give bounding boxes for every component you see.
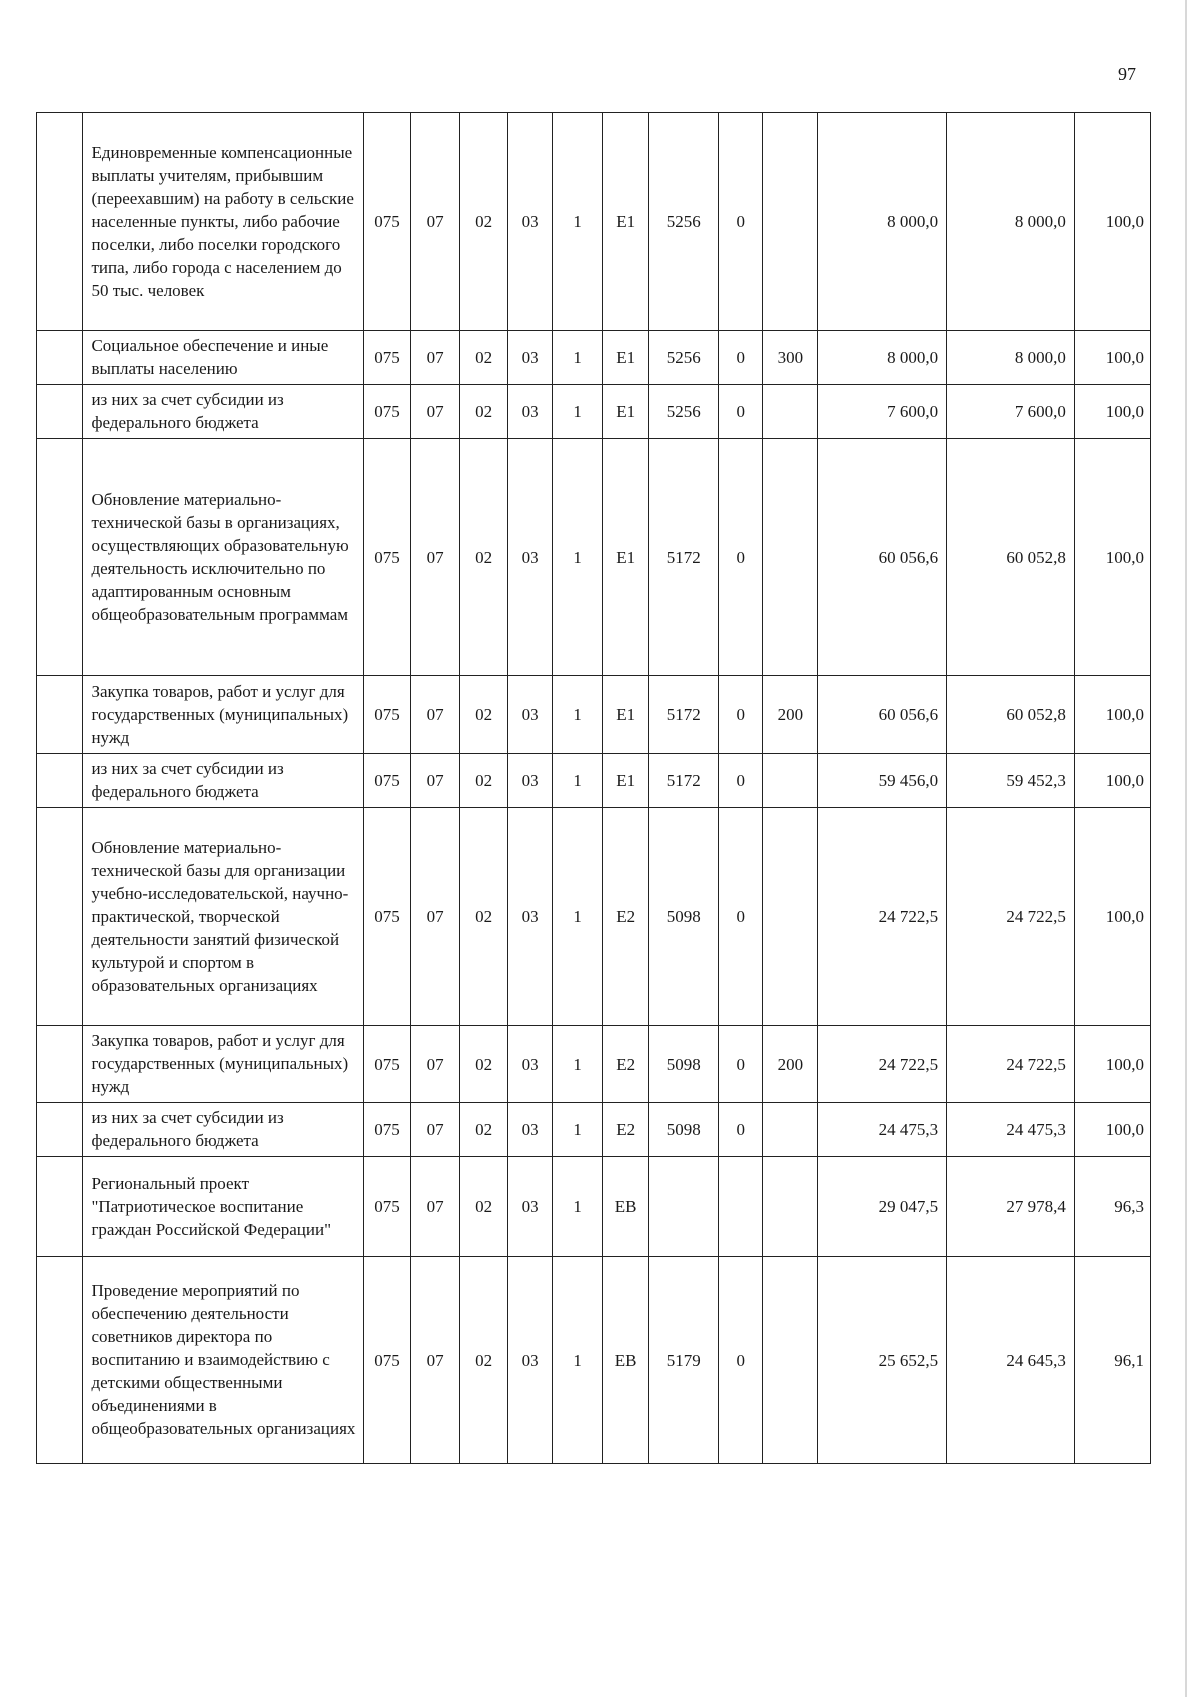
table-row: [37, 331, 1151, 385]
code-program-cell: 03: [507, 331, 552, 385]
code-extra-cell: 0: [719, 113, 763, 331]
execution-percent-cell: 96,3: [1074, 1157, 1150, 1257]
code-ministry-cell: 075: [364, 1257, 410, 1464]
code-expense-type-cell: [763, 754, 818, 808]
code-section-cell: 07: [410, 676, 460, 754]
code-project-cell: E2: [602, 1103, 648, 1157]
code-project-cell: E1: [602, 676, 648, 754]
item-name-cell: Закупка товаров, работ и услуг для государственных (муниципальных) нужд: [83, 1026, 364, 1103]
code-expense-type-cell: [763, 113, 818, 331]
code-section-cell: 07: [410, 439, 460, 676]
code-ministry-cell: 075: [364, 331, 410, 385]
execution-percent-cell: 100,0: [1074, 808, 1150, 1026]
code-direction-cell: 5256: [649, 113, 719, 331]
code-extra-cell: 0: [719, 385, 763, 439]
row-number-cell: [37, 754, 83, 808]
code-project-cell: E1: [602, 113, 648, 331]
code-ministry-cell: 075: [364, 113, 410, 331]
execution-percent-cell: 100,0: [1074, 331, 1150, 385]
item-name-cell: Проведение мероприятий по обеспечению деятельности советников директора по воспитанию и взаимодействию с детскими общественными объединениями в общеобразовательных организациях: [83, 1257, 364, 1464]
actual-amount-cell: 24 645,3: [947, 1257, 1075, 1464]
code-subsection-cell: 02: [460, 1026, 508, 1103]
code-subprogram-cell: 1: [553, 1257, 603, 1464]
scan-edge-line: [1185, 0, 1187, 1697]
code-section-cell: 07: [410, 331, 460, 385]
code-subsection-cell: 02: [460, 331, 508, 385]
planned-amount-cell: 24 722,5: [818, 808, 947, 1026]
code-ministry-cell: 075: [364, 1103, 410, 1157]
code-ministry-cell: 075: [364, 1157, 410, 1257]
actual-amount-cell: 60 052,8: [947, 676, 1075, 754]
code-project-cell: E2: [602, 1026, 648, 1103]
code-program-cell: 03: [507, 808, 552, 1026]
code-subsection-cell: 02: [460, 1103, 508, 1157]
code-program-cell: 03: [507, 113, 552, 331]
execution-percent-cell: 100,0: [1074, 439, 1150, 676]
row-number-cell: [37, 808, 83, 1026]
code-subprogram-cell: 1: [553, 385, 603, 439]
code-direction-cell: 5172: [649, 439, 719, 676]
code-subsection-cell: 02: [460, 1257, 508, 1464]
row-number-cell: [37, 331, 83, 385]
planned-amount-cell: 29 047,5: [818, 1157, 947, 1257]
planned-amount-cell: 7 600,0: [818, 385, 947, 439]
row-number-cell: [37, 1257, 83, 1464]
execution-percent-cell: 100,0: [1074, 1103, 1150, 1157]
item-name-cell: из них за счет субсидии из федерального бюджета: [83, 385, 364, 439]
table-body: [37, 113, 1151, 1464]
code-project-cell: E1: [602, 331, 648, 385]
code-extra-cell: 0: [719, 754, 763, 808]
row-number-cell: [37, 676, 83, 754]
planned-amount-cell: 25 652,5: [818, 1257, 947, 1464]
code-subprogram-cell: 1: [553, 676, 603, 754]
code-expense-type-cell: [763, 1157, 818, 1257]
code-extra-cell: 0: [719, 1103, 763, 1157]
code-program-cell: 03: [507, 439, 552, 676]
code-subsection-cell: 02: [460, 676, 508, 754]
actual-amount-cell: 24 722,5: [947, 1026, 1075, 1103]
code-direction-cell: 5256: [649, 385, 719, 439]
code-direction-cell: 5256: [649, 331, 719, 385]
code-ministry-cell: 075: [364, 754, 410, 808]
code-program-cell: 03: [507, 754, 552, 808]
table-row: [37, 385, 1151, 439]
code-ministry-cell: 075: [364, 439, 410, 676]
item-name-cell: Региональный проект "Патриотическое воспитание граждан Российской Федерации": [83, 1157, 364, 1257]
row-number-cell: [37, 1026, 83, 1103]
actual-amount-cell: 60 052,8: [947, 439, 1075, 676]
planned-amount-cell: 24 722,5: [818, 1026, 947, 1103]
code-program-cell: 03: [507, 676, 552, 754]
item-name-cell: из них за счет субсидии из федерального бюджета: [83, 1103, 364, 1157]
code-expense-type-cell: 300: [763, 331, 818, 385]
code-subprogram-cell: 1: [553, 1157, 603, 1257]
execution-percent-cell: 100,0: [1074, 676, 1150, 754]
code-expense-type-cell: [763, 385, 818, 439]
code-extra-cell: 0: [719, 1257, 763, 1464]
code-ministry-cell: 075: [364, 385, 410, 439]
code-subprogram-cell: 1: [553, 113, 603, 331]
planned-amount-cell: 60 056,6: [818, 676, 947, 754]
code-subprogram-cell: 1: [553, 1103, 603, 1157]
row-number-cell: [37, 1157, 83, 1257]
row-number-cell: [37, 1103, 83, 1157]
execution-percent-cell: 100,0: [1074, 113, 1150, 331]
code-subprogram-cell: 1: [553, 439, 603, 676]
code-direction-cell: 5098: [649, 808, 719, 1026]
code-subprogram-cell: 1: [553, 808, 603, 1026]
actual-amount-cell: 59 452,3: [947, 754, 1075, 808]
code-program-cell: 03: [507, 1103, 552, 1157]
code-project-cell: E1: [602, 385, 648, 439]
table-row: [37, 1257, 1151, 1464]
table-row: [37, 439, 1151, 676]
code-extra-cell: 0: [719, 676, 763, 754]
table-row: [37, 1157, 1151, 1257]
row-number-cell: [37, 439, 83, 676]
code-expense-type-cell: [763, 808, 818, 1026]
code-extra-cell: 0: [719, 439, 763, 676]
planned-amount-cell: 8 000,0: [818, 331, 947, 385]
code-subprogram-cell: 1: [553, 331, 603, 385]
code-extra-cell: 0: [719, 1026, 763, 1103]
page-number: 97: [1118, 64, 1136, 84]
code-program-cell: 03: [507, 1257, 552, 1464]
code-project-cell: EB: [602, 1257, 648, 1464]
code-extra-cell: 0: [719, 808, 763, 1026]
table-row: [37, 676, 1151, 754]
code-program-cell: 03: [507, 1026, 552, 1103]
execution-percent-cell: 100,0: [1074, 1026, 1150, 1103]
table-row: [37, 808, 1151, 1026]
code-direction-cell: 5098: [649, 1026, 719, 1103]
actual-amount-cell: 24 722,5: [947, 808, 1075, 1026]
code-subprogram-cell: 1: [553, 1026, 603, 1103]
code-project-cell: EB: [602, 1157, 648, 1257]
code-subsection-cell: 02: [460, 754, 508, 808]
code-direction-cell: 5172: [649, 754, 719, 808]
code-subsection-cell: 02: [460, 113, 508, 331]
item-name-cell: Обновление материально-технической базы для организации учебно-исследовательской, научно-практической, творческой деятельности занятий физической культурой и спортом в образовательных организациях: [83, 808, 364, 1026]
code-expense-type-cell: [763, 1257, 818, 1464]
code-subsection-cell: 02: [460, 808, 508, 1026]
execution-percent-cell: 96,1: [1074, 1257, 1150, 1464]
table-row: [37, 113, 1151, 331]
item-name-cell: Социальное обеспечение и иные выплаты населению: [83, 331, 364, 385]
code-section-cell: 07: [410, 1026, 460, 1103]
code-ministry-cell: 075: [364, 1026, 410, 1103]
budget-table: [36, 112, 1151, 1464]
code-project-cell: E1: [602, 754, 648, 808]
item-name-cell: Единовременные компенсационные выплаты учителям, прибывшим (переехавшим) на работу в сельские населенные пункты, либо рабочие поселки, либо поселки городского типа, либо города с населением до 50 тыс. человек: [83, 113, 364, 331]
execution-percent-cell: 100,0: [1074, 754, 1150, 808]
planned-amount-cell: 24 475,3: [818, 1103, 947, 1157]
item-name-cell: Обновление материально-технической базы в организациях, осуществляющих образовательную деятельность исключительно по адаптированным основным общеобразовательным программам: [83, 439, 364, 676]
planned-amount-cell: 60 056,6: [818, 439, 947, 676]
code-section-cell: 07: [410, 808, 460, 1026]
code-direction-cell: [649, 1157, 719, 1257]
code-project-cell: E1: [602, 439, 648, 676]
actual-amount-cell: 24 475,3: [947, 1103, 1075, 1157]
row-number-cell: [37, 113, 83, 331]
code-section-cell: 07: [410, 754, 460, 808]
code-section-cell: 07: [410, 1257, 460, 1464]
code-project-cell: E2: [602, 808, 648, 1026]
execution-percent-cell: 100,0: [1074, 385, 1150, 439]
planned-amount-cell: 59 456,0: [818, 754, 947, 808]
code-direction-cell: 5172: [649, 676, 719, 754]
code-expense-type-cell: [763, 1103, 818, 1157]
code-program-cell: 03: [507, 1157, 552, 1257]
table-row: [37, 1103, 1151, 1157]
actual-amount-cell: 8 000,0: [947, 113, 1075, 331]
table-row: [37, 754, 1151, 808]
actual-amount-cell: 27 978,4: [947, 1157, 1075, 1257]
actual-amount-cell: 7 600,0: [947, 385, 1075, 439]
code-program-cell: 03: [507, 385, 552, 439]
row-number-cell: [37, 385, 83, 439]
table-row: [37, 1026, 1151, 1103]
code-subprogram-cell: 1: [553, 754, 603, 808]
code-subsection-cell: 02: [460, 385, 508, 439]
code-section-cell: 07: [410, 385, 460, 439]
item-name-cell: из них за счет субсидии из федерального бюджета: [83, 754, 364, 808]
actual-amount-cell: 8 000,0: [947, 331, 1075, 385]
code-section-cell: 07: [410, 1103, 460, 1157]
code-subsection-cell: 02: [460, 1157, 508, 1257]
code-expense-type-cell: 200: [763, 676, 818, 754]
code-direction-cell: 5179: [649, 1257, 719, 1464]
code-direction-cell: 5098: [649, 1103, 719, 1157]
code-section-cell: 07: [410, 1157, 460, 1257]
planned-amount-cell: 8 000,0: [818, 113, 947, 331]
code-section-cell: 07: [410, 113, 460, 331]
code-ministry-cell: 075: [364, 808, 410, 1026]
code-extra-cell: [719, 1157, 763, 1257]
code-extra-cell: 0: [719, 331, 763, 385]
code-expense-type-cell: [763, 439, 818, 676]
code-ministry-cell: 075: [364, 676, 410, 754]
code-expense-type-cell: 200: [763, 1026, 818, 1103]
code-subsection-cell: 02: [460, 439, 508, 676]
item-name-cell: Закупка товаров, работ и услуг для государственных (муниципальных) нужд: [83, 676, 364, 754]
